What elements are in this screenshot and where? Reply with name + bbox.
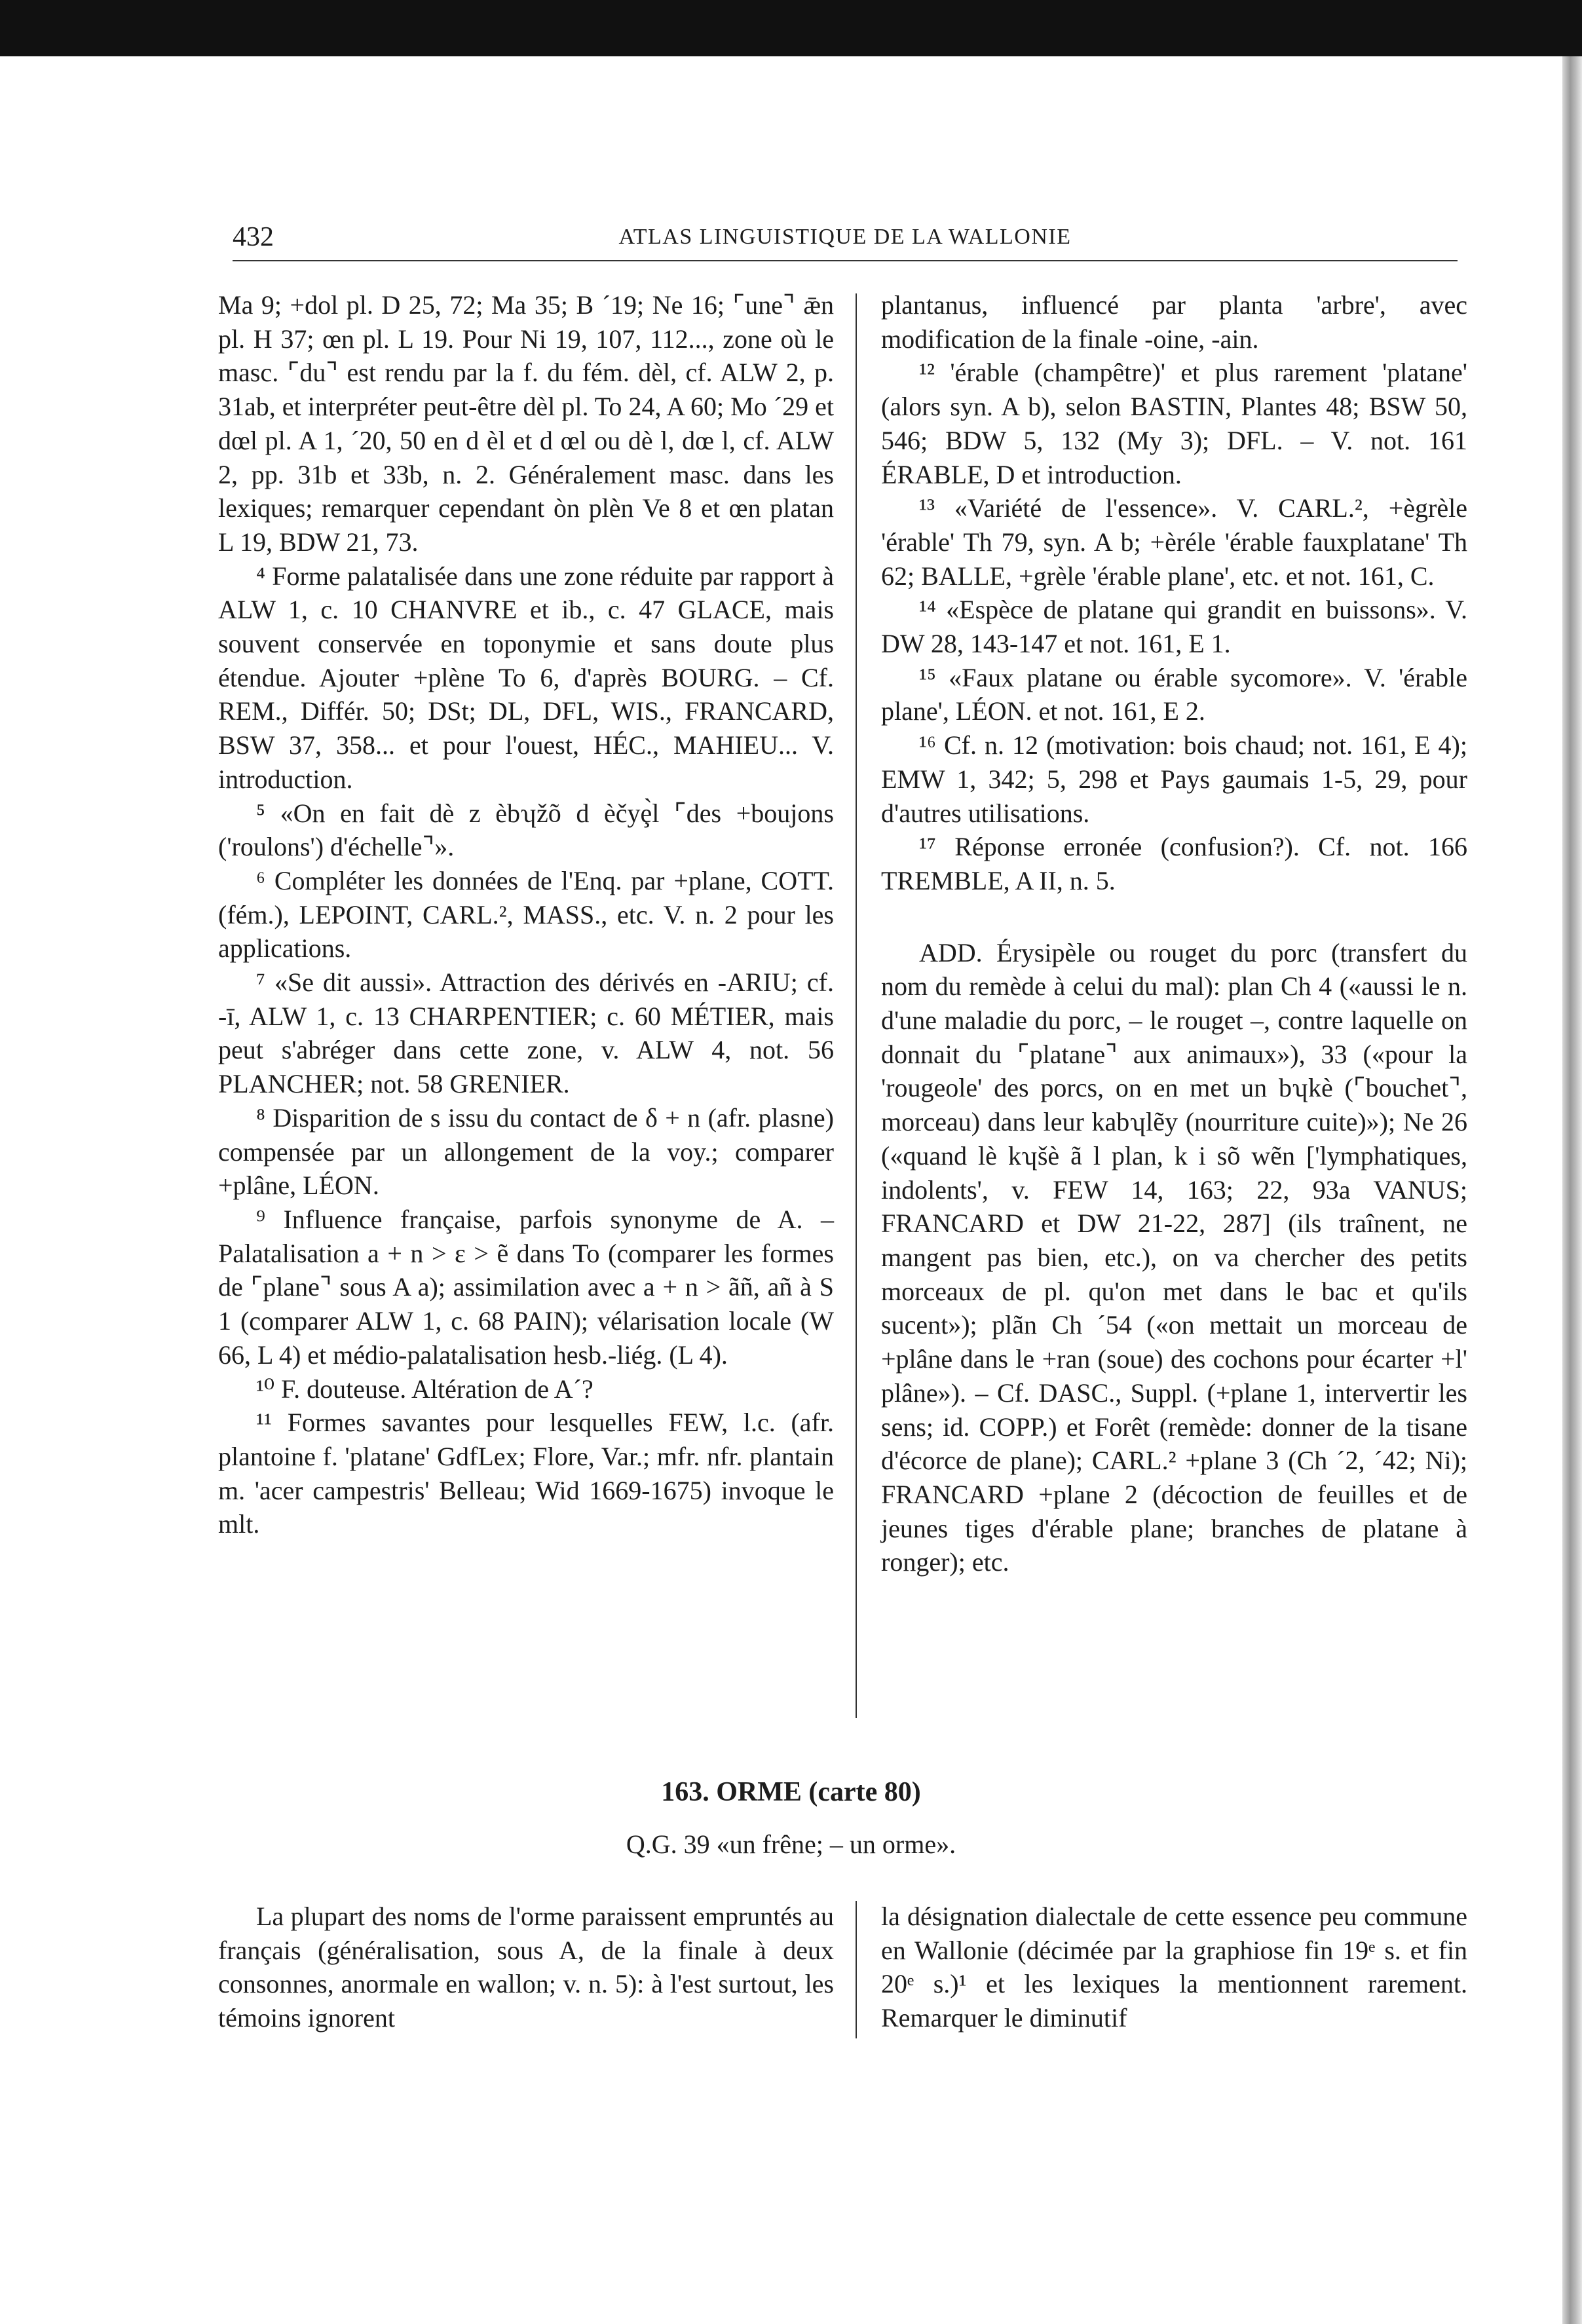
paragraph: plantanus, influencé par planta 'arbre', avec modification de la finale -oine, -ain.: [881, 290, 1467, 354]
footnote-12: ¹² 'érable (champêtre)' et plus rarement 'platane' (alors syn. A b), selon BASTIN, Plantes 48; BSW 50, 546; BDW 5, 132 (My 3); DFL. – V. not. 161 ÉRABLE, D et introduction.: [881, 358, 1467, 489]
body-right-column: [881, 1900, 1467, 2035]
column-divider: [856, 1901, 857, 2038]
notes-left-column: [218, 288, 834, 1541]
footnote-4: ⁴ Forme palatalisée dans une zone réduite par rapport à ALW 1, c. 10 CHANVRE et ib., c. 47 GLACE, mais souvent conservée en toponymie et sans doute plus étendue. Ajouter +plène To 6, d'après BOURG. – Cf. REM., Différ. 50; DSt; DL, DFL, WIS., FRANCARD, BSW 37, 358... et pour l'ouest, HÉC., MAHIEU... V. introduction.: [218, 561, 834, 794]
footnote-17: ¹⁷ Réponse erronée (confusion?). Cf. not. 166 TREMBLE, A II, n. 5.: [881, 832, 1467, 895]
notes-right-column: [881, 288, 1467, 1579]
footnote-10: ¹⁰ F. douteuse. Altération de A´?: [256, 1374, 593, 1404]
body-left-column: [218, 1900, 834, 2035]
section-title: 163. ORME (carte 80): [661, 1777, 921, 1807]
column-divider: [856, 293, 857, 1718]
footnote-9: ⁹ Influence française, parfois synonyme de A. – Palatalisation a + n > ɛ > ẽ dans To (comparer les formes de ⌜plane⌝ sous A a); assimilation avec a + n > ãñ, añ à S 1 (comparer ALW 1, c. 68 PAIN); vélarisation locale (W 66, L 4) et médio-palatalisation hesb.-liég. (L 4).: [218, 1204, 834, 1370]
footnote-5: ⁵ «On en fait dè z èbʮžõ d èčyȩ̀l ⌜des +boujons ('roulons') d'échelle⌝».: [218, 798, 834, 862]
addendum: ADD. Érysipèle ou rouget du porc (transfert du nom du remède à celui du mal): plan Ch 4 («aussi le n. d'une maladie du porc, – le rouget –, contre laquelle on donnait du ⌜platane⌝ aux animaux»), 33 («pour la 'rougeole' des porcs, on en met un bʮkè (⌜bouchet⌝, morceau) dans leur kabʮlẽy (nourriture cuite)»); Ne 26 («quand lè kʮšè ã l plan, k i sõ wẽn ['lymphatiques, indolents', v. FEW 14, 163; 22, 93a VANUS; FRANCARD et DW 21-22, 287] (ils traînent, ne mangent pas bien, etc.), on va chercher des petits morceaux de pl. qu'on met dans le bac et qu'ils sucent»); plãn Ch ´54 («on mettait un morceau de +plâne dans le +ran (soue) des cochons pour écarter +l' plâne»). – Cf. DASC., Suppl. (+plane 1, intervertir les sens; id. COPP.) et Forêt (remède: donner de la tisane d'écorce de plane); CARL.² +plane 3 (Ch ´2, ´42; Ni); FRANCARD +plane 2 (décoction de feuilles et de jeunes tiges d'érable plane; branches de platane à ronger); etc.: [881, 937, 1467, 1577]
header-rule: [233, 260, 1458, 261]
scan-top-border: [0, 0, 1582, 56]
paragraph: la désignation dialectale de cette essence peu commune en Wallonie (décimée par la graphiose fin 19ᵉ s. et fin 20ᵉ s.)¹ et les lexiques la mentionnent rarement. Remarquer le diminutif: [881, 1902, 1467, 2033]
footnote-13: ¹³ «Variété de l'essence». V. CARL.², +ègrèle 'érable' Th 79, syn. A b; +èréle 'érable fauxplatane' Th 62; BALLE, +grèle 'érable plane', etc. et not. 161, C.: [881, 493, 1467, 591]
footnote-8: ⁸ Disparition de s issu du contact de δ + n (afr. plasne) compensée par un allongement de la voy.; comparer +plâne, LÉON.: [218, 1102, 834, 1201]
footnote-14: ¹⁴ «Espèce de platane qui grandit en buissons». V. DW 28, 143-147 et not. 161, E 1.: [881, 595, 1467, 659]
running-title: ATLAS LINGUISTIQUE DE LA WALLONIE: [618, 225, 1072, 249]
footnote-11: ¹¹ Formes savantes pour lesquelles FEW, l.c. (afr. plantoine f. 'platane' GdfLex; Flore, Var.; mfr. nfr. plantain m. 'acer campestris' Belleau; Wid 1669-1675) invoque le mlt.: [218, 1408, 834, 1539]
section-question: Q.G. 39 «un frêne; – un orme».: [626, 1829, 956, 1859]
footnote-15: ¹⁵ «Faux platane ou érable sycomore». V. 'érable plane', LÉON. et not. 161, E 2.: [881, 662, 1467, 726]
footnote-7: ⁷ «Se dit aussi». Attraction des dérivés en -ARIU; cf. -ī, ALW 1, c. 13 CHARPENTIER; c. 60 MÉTIER, mais peut s'abréger dans cette zone, v. ALW 4, not. 56 PLANCHER; not. 58 GRENIER.: [218, 967, 834, 1099]
footnote-16: ¹⁶ Cf. n. 12 (motivation: bois chaud; not. 161, E 4); EMW 1, 342; 5, 298 et Pays gaumais 1-5, 29, pour d'autres utilisations.: [881, 730, 1467, 828]
page-header: [233, 221, 1458, 261]
paragraph: Ma 9; +dol pl. D 25, 72; Ma 35; B ´19; Ne 16; ⌜une⌝ ǣn pl. H 37; œn pl. L 19. Pour Ni 19, 107, 112..., zone où le masc. ⌜du⌝ est rendu par la f. du fém. dèl, cf. ALW 2, p. 31ab, et interpréter peut-être dèl pl. To 24, A 60; Mo ´29 et dœl pl. A 1, ´20, 50 en d èl et d œl ou dè l, dœ l, cf. ALW 2, pp. 31b et 33b, n. 2. Généralement masc. dans les lexiques; remarquer cependant òn plèn Ve 8 et œn platan L 19, BDW 21, 73.: [218, 290, 834, 557]
paragraph: La plupart des noms de l'orme paraissent empruntés au français (généralisation, sous A, de la finale à deux consonnes, anormale en wallon; v. n. 5): à l'est surtout, les témoins ignorent: [218, 1902, 834, 2033]
page-number: 432: [233, 222, 274, 252]
scan-page-edge: [1562, 56, 1582, 2324]
footnote-6: ⁶ Compléter les données de l'Enq. par +plane, COTT. (fém.), LEPOINT, CARL.², MASS., etc. V. n. 2 pour les applications.: [218, 865, 834, 964]
